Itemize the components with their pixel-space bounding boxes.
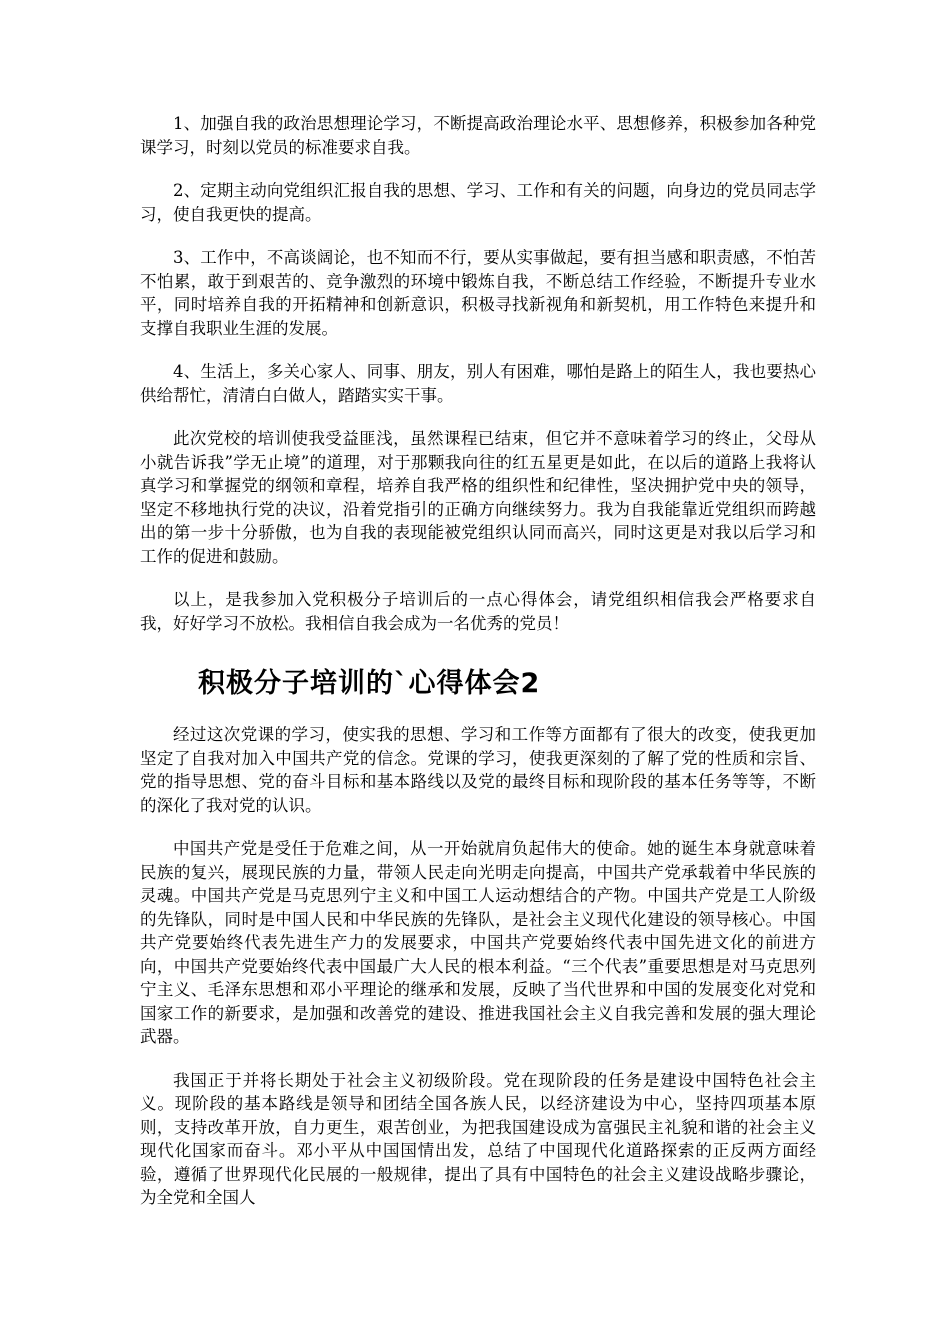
paragraph-work: 3、工作中，不高谈阔论，也不知而不行，要从实事做起，要有担当感和职责感，不怕苦不怕累，敢于到艰苦的、竞争激烈的环境中锻炼自我，不断总结工作经验，不断提升专业水平，同时培养自我的开拓精神和创新意识，积极寻找新视角和新契机，用工作特色来提升和支撑自我职业生涯的发展。 [140,248,816,338]
paragraph-party-course: 经过这次党课的学习，使实我的思想、学习和工作等方面都有了很大的改变，使我更加坚定了自我对加入中国共产党的信念。党课的学习，使我更深刻的了解了党的性质和宗旨、党的指导思想、党的奋斗目标和基本路线以及党的最终目标和现阶段的基本任务等等，不断的深化了我对党的认识。 [140,725,816,815]
paragraph-party-history: 中国共产党是受任于危难之间，从一开始就肩负起伟大的使命。她的诞生本身就意味着民族的复兴，展现民族的力量，带领人民走向光明走向提高，中国共产党承载着中华民族的灵魂。中国共产党是马克思列宁主义和中国工人运动想结合的产物。中国共产党是工人阶级的先锋队，同时是中国人民和中华民族的先锋队，是社会主义现代化建设的领导核心。中国共产党要始终代表先进生产力的发展要求，中国共产党要始终代表中国先进文化的前进方向，中国共产党要始终代表中国最广大人民的根本利益。“三个代表”重要思想是对马克思列宁主义、毛泽东思想和邓小平理论的继承和发展，反映了当代世界和中国的发展变化对党和国家工作的新要求，是加强和改善党的建设、推进我国社会主义自我完善和发展的强大理论武器。 [140,839,816,1046]
paragraph-life: 4、生活上，多关心家人、同事、朋友，别人有困难，哪怕是路上的陌生人，我也要热心供给帮忙，清清白白做人，踏踏实实干事。 [140,362,816,405]
document-page [140,112,816,1210]
paragraph-study: 1、加强自我的政治思想理论学习，不断提高政治理论水平、思想修养，积极参加各种党课学习，时刻以党员的标准要求自我。 [140,114,816,157]
paragraph-conclusion: 以上，是我参加入党积极分子培训后的一点心得体会，请党组织相信我会严格要求自我，好好学习不放松。我相信自我会成为一名优秀的党员！ [140,590,816,633]
paragraph-primary-stage: 我国正于并将长期处于社会主义初级阶段。党在现阶段的任务是建设中国特色社会主义。现阶段的基本路线是领导和团结全国各族人民，以经济建设为中心，坚持四项基本原则，支持改革开放，自力更生，艰苦创业，为把我国建设成为富强民主礼貌和谐的社会主义现代化国家而奋斗。邓小平从中国国情出发，总结了中国现代化道路探索的正反两方面经验，遵循了世界现代化民展的一般规律，提出了具有中国特色的社会主义建设战略步骤论，为全党和全国人 [140,1070,816,1207]
paragraph-training-summary: 此次党校的培训使我受益匪浅，虽然课程已结束，但它并不意味着学习的终止，父母从小就告诉我”学无止境”的道理，对于那颗我向往的红五星更是如此，在以后的道路上我将认真学习和掌握党的纲领和章程，培养自我严格的组织性和纪律性，坚决拥护党中央的领导，坚定不移地执行党的决议，沿着党指引的正确方向继续努力。我为自我能靠近党组织而跨越出的第一步十分骄傲，也为自我的表现能被党组织认同而高兴，同时这更是对我以后学习和工作的促进和鼓励。 [140,429,816,566]
paragraph-report: 2、定期主动向党组织汇报自我的思想、学习、工作和有关的问题，向身边的党员同志学习，使自我更快的提高。 [140,181,816,224]
section-heading: 积极分子培训的`心得体会2 [198,668,541,699]
